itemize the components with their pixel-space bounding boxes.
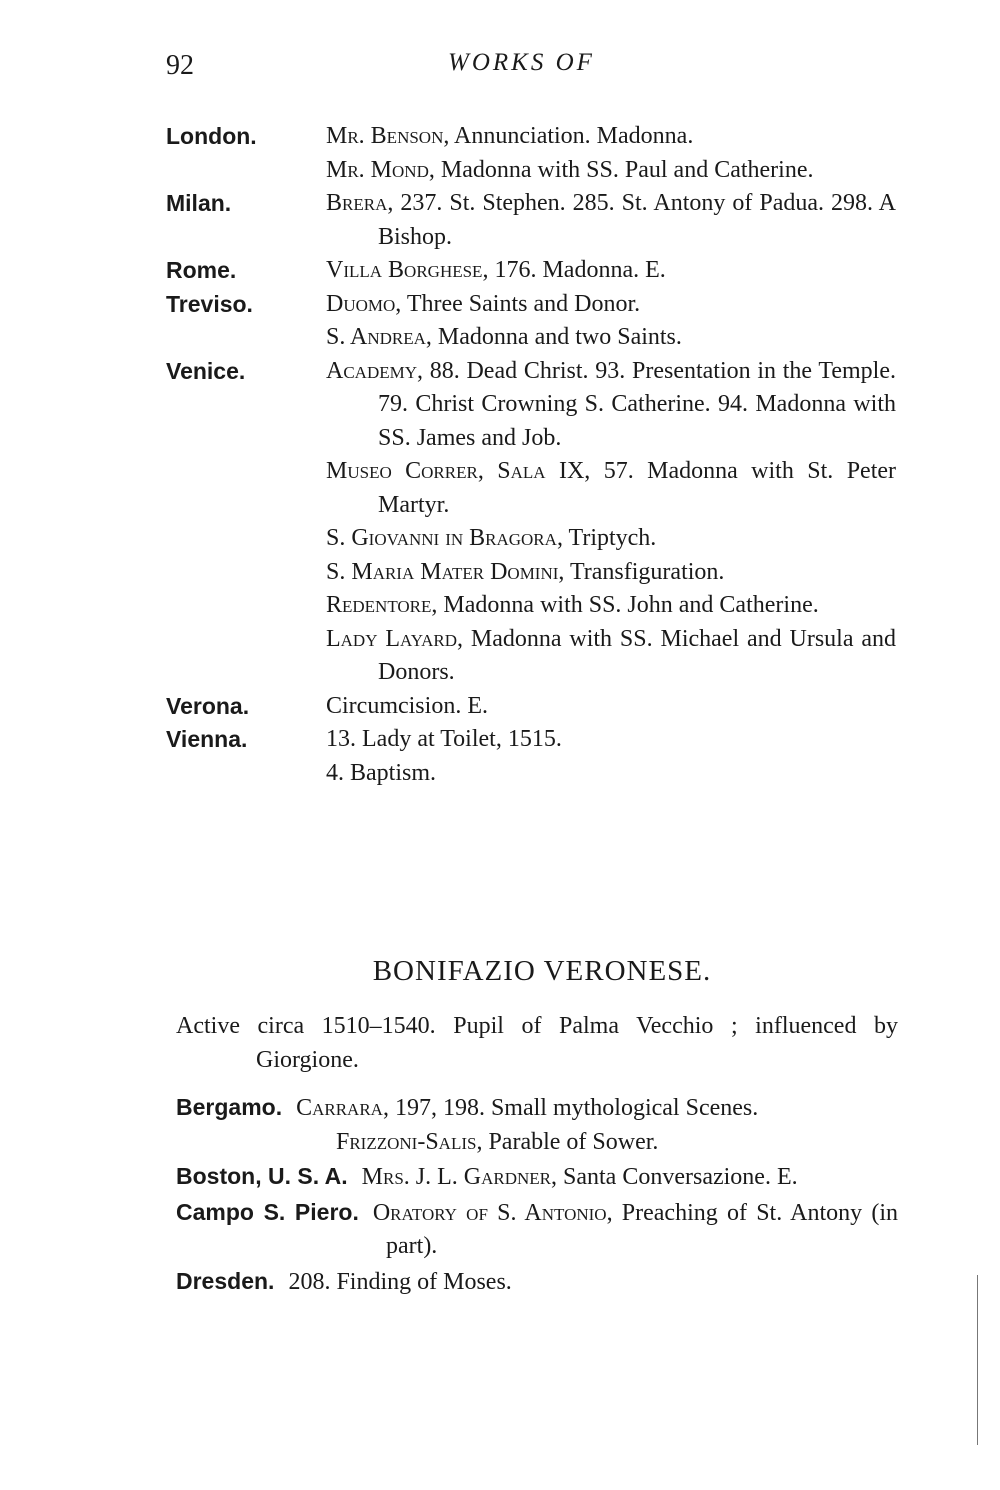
artist-note: Active circa 1510–1540. Pupil of Palma Vecchio ; influenced by Giorgione. — [176, 1013, 898, 1073]
gallery-entry — [336, 1126, 898, 1160]
city-name: Milan. — [166, 190, 232, 216]
gallery-entry — [326, 757, 896, 791]
collection-name: S. Maria Mater Domini — [326, 558, 559, 585]
works-text: , Madonna and two Saints. — [425, 324, 682, 350]
city-name: Rome. — [166, 257, 237, 283]
gallery-entry — [326, 522, 896, 556]
gallery-entry — [326, 187, 896, 254]
collection-name: Frizzoni-Salis — [336, 1128, 477, 1155]
collection-name: S. Andrea — [326, 324, 426, 350]
city-block-venice — [166, 355, 896, 690]
gallery-entry — [326, 623, 896, 690]
works-text: , 237. St. Stephen. 285. St. Antony of Padua. 298. A Bishop. — [378, 190, 896, 250]
city-block-rome — [166, 254, 896, 288]
collection-name: Mr. Benson — [326, 123, 444, 149]
city-name: Dresden. — [176, 1267, 275, 1294]
collection-name: Lady Layard — [326, 625, 458, 652]
artist-city-bergamo — [176, 1091, 898, 1159]
collection-name: Redentore — [326, 592, 432, 618]
gallery-entry — [326, 120, 896, 154]
works-text: , 176. Madonna. E. — [482, 257, 666, 283]
running-head: WORKS OF — [448, 49, 595, 76]
collection-name: Oratory of S. Antonio — [372, 1199, 607, 1226]
works-text: , Three Saints and Donor. — [395, 290, 641, 317]
city-name: Vienna. — [166, 726, 248, 752]
collection-name: S. Giovanni in Bragora — [326, 525, 557, 551]
collection-name: Museo Correr, Sala IX — [326, 458, 585, 484]
works-text: , 88. Dead Christ. 93. Presentation in the Temple. 79. Christ Crowning S. Catherine. 94. Madonna with SS. James and Job. — [378, 357, 896, 451]
city-block-verona — [166, 690, 896, 724]
city-name: Boston, U. S. A. — [176, 1163, 348, 1189]
gallery-list — [166, 120, 896, 790]
artist-city-dresden — [176, 1265, 898, 1300]
artist-title: BONIFAZIO VERONESE. — [372, 955, 712, 987]
works-text: 13. Lady at Toilet, 1515. — [326, 726, 562, 752]
gallery-entry — [326, 355, 896, 456]
city-name: Treviso. — [166, 290, 253, 317]
city-name: Bergamo. — [176, 1094, 283, 1120]
gallery-entry — [326, 154, 896, 188]
works-text: , Madonna with SS. John and Catherine. — [431, 592, 819, 618]
city-block-london — [166, 120, 896, 187]
works-text: 4. Baptism. — [326, 759, 437, 786]
gallery-entry — [326, 556, 896, 590]
works-text: , 197, 198. Small mythological Scenes. — [382, 1095, 759, 1121]
works-text: 208. Finding of Moses. — [288, 1268, 512, 1295]
collection-name: Villa Borghese — [326, 257, 483, 283]
works-text: , 57. Madonna with St. Peter Martyr. — [378, 458, 897, 518]
works-text: Circumcision. E. — [326, 692, 488, 719]
city-name: Campo S. Piero. — [176, 1198, 359, 1225]
works-text: , Transfiguration. — [558, 558, 725, 585]
page-number: 92 — [166, 50, 194, 81]
gallery-entry — [326, 723, 896, 757]
scan-edge-line — [977, 1275, 978, 1445]
city-block-treviso — [166, 288, 896, 355]
collection-name: Mr. Mond — [326, 156, 429, 183]
gallery-entry — [326, 288, 896, 322]
city-block-milan — [166, 187, 896, 254]
works-text: , Santa Conversazione. E. — [551, 1164, 798, 1190]
gallery-entry — [326, 690, 896, 724]
gallery-entry — [326, 455, 896, 522]
gallery-entry — [326, 589, 896, 623]
works-text: , Triptych. — [556, 525, 657, 551]
artist-section — [176, 955, 898, 1300]
collection-name: Carrara — [296, 1095, 383, 1121]
city-name: London. — [166, 123, 257, 149]
city-block-vienna — [166, 723, 896, 790]
works-text: , Annunciation. Madonna. — [443, 123, 694, 149]
city-name: Verona. — [166, 692, 250, 719]
artist-city-boston — [176, 1160, 898, 1195]
collection-name: Academy — [326, 357, 418, 384]
works-text: , Preaching of St. Antony (in part). — [386, 1199, 899, 1259]
city-name: Venice. — [166, 357, 246, 384]
works-text: , Parable of Sower. — [476, 1128, 659, 1155]
collection-name: Brera — [326, 190, 388, 216]
artist-city-campo-s-piero — [176, 1196, 898, 1264]
collection-name: Duomo — [326, 290, 396, 317]
collection-name: Mrs. J. L. Gardner — [361, 1164, 552, 1190]
works-text: , Madonna with SS. Paul and Catherine. — [428, 156, 814, 183]
works-text: , Madonna with SS. Michael and Ursula and Donors. — [378, 625, 896, 685]
gallery-entry — [326, 321, 896, 355]
gallery-entry — [326, 254, 896, 288]
